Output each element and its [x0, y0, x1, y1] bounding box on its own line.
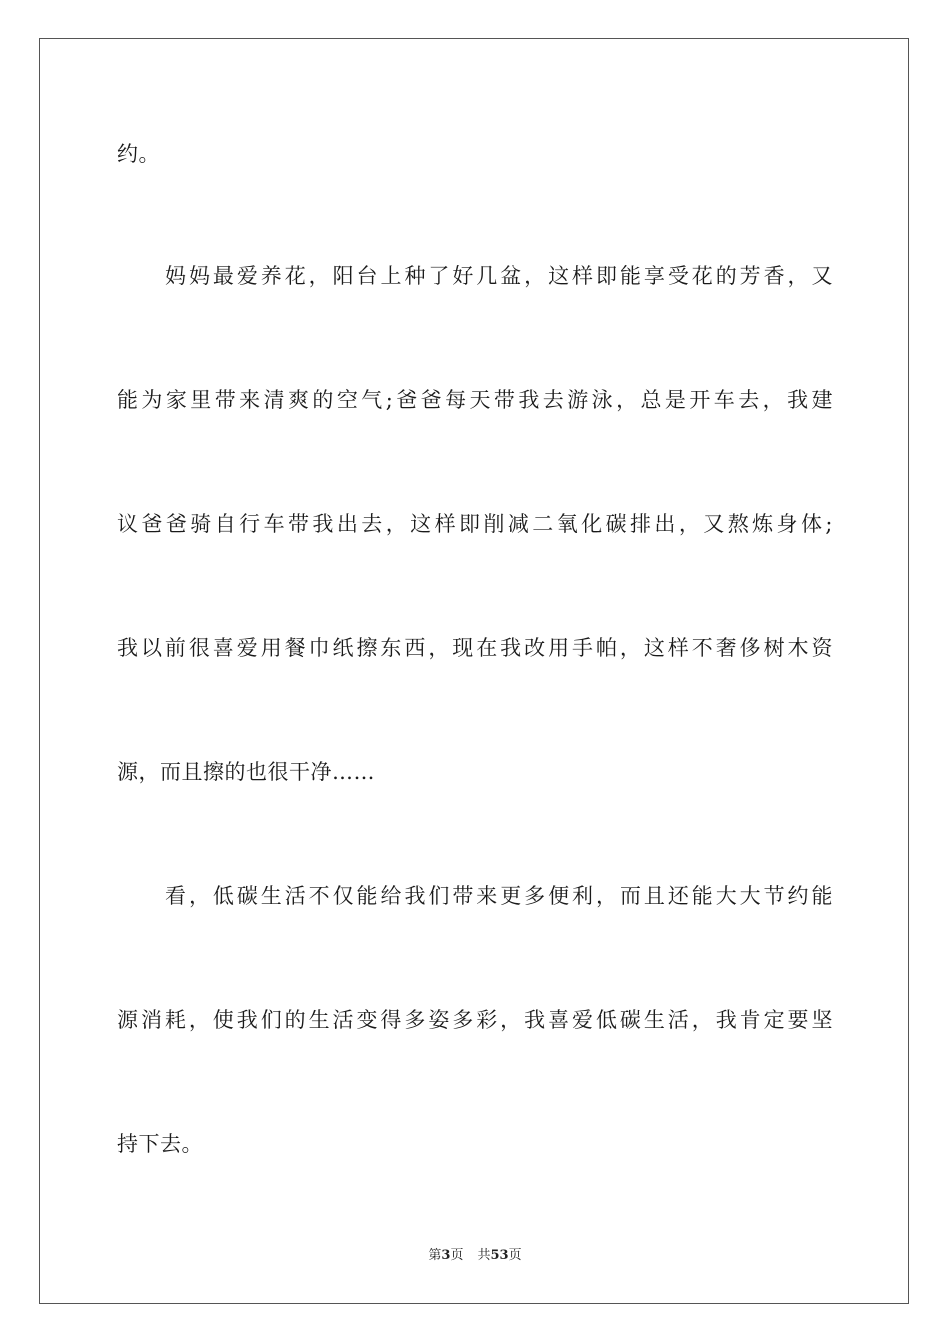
text-line-1: 约。 [117, 142, 160, 166]
page-frame [39, 38, 909, 1304]
page-suffix: 页 [450, 1248, 464, 1263]
text-line-6: 源，而且擦的也很干净…… [117, 760, 375, 784]
text-line-7: 看，低碳生活不仅能给我们带来更多便利，而且还能大大节约能 [165, 884, 833, 908]
total-prefix: 共 [477, 1248, 491, 1263]
text-line-3: 能为家里带来清爽的空气;爸爸每天带我去游泳，总是开车去，我建 [117, 388, 833, 412]
page-number: 3 [441, 1248, 451, 1263]
total-suffix: 页 [508, 1248, 522, 1263]
text-line-8: 源消耗，使我们的生活变得多姿多彩，我喜爱低碳生活，我肯定要坚 [117, 1008, 833, 1032]
page-prefix: 第 [428, 1248, 442, 1263]
text-line-2: 妈妈最爱养花，阳台上种了好几盆，这样即能享受花的芳香，又 [165, 264, 833, 288]
text-line-5: 我以前很喜爱用餐巾纸擦东西，现在我改用手帕，这样不奢侈树木资 [117, 636, 833, 660]
text-line-4: 议爸爸骑自行车带我出去，这样即削减二氧化碳排出，又熬炼身体; [117, 512, 833, 536]
text-line-9: 持下去。 [117, 1132, 203, 1156]
total-pages: 53 [490, 1248, 509, 1263]
page-footer [0, 1247, 950, 1265]
